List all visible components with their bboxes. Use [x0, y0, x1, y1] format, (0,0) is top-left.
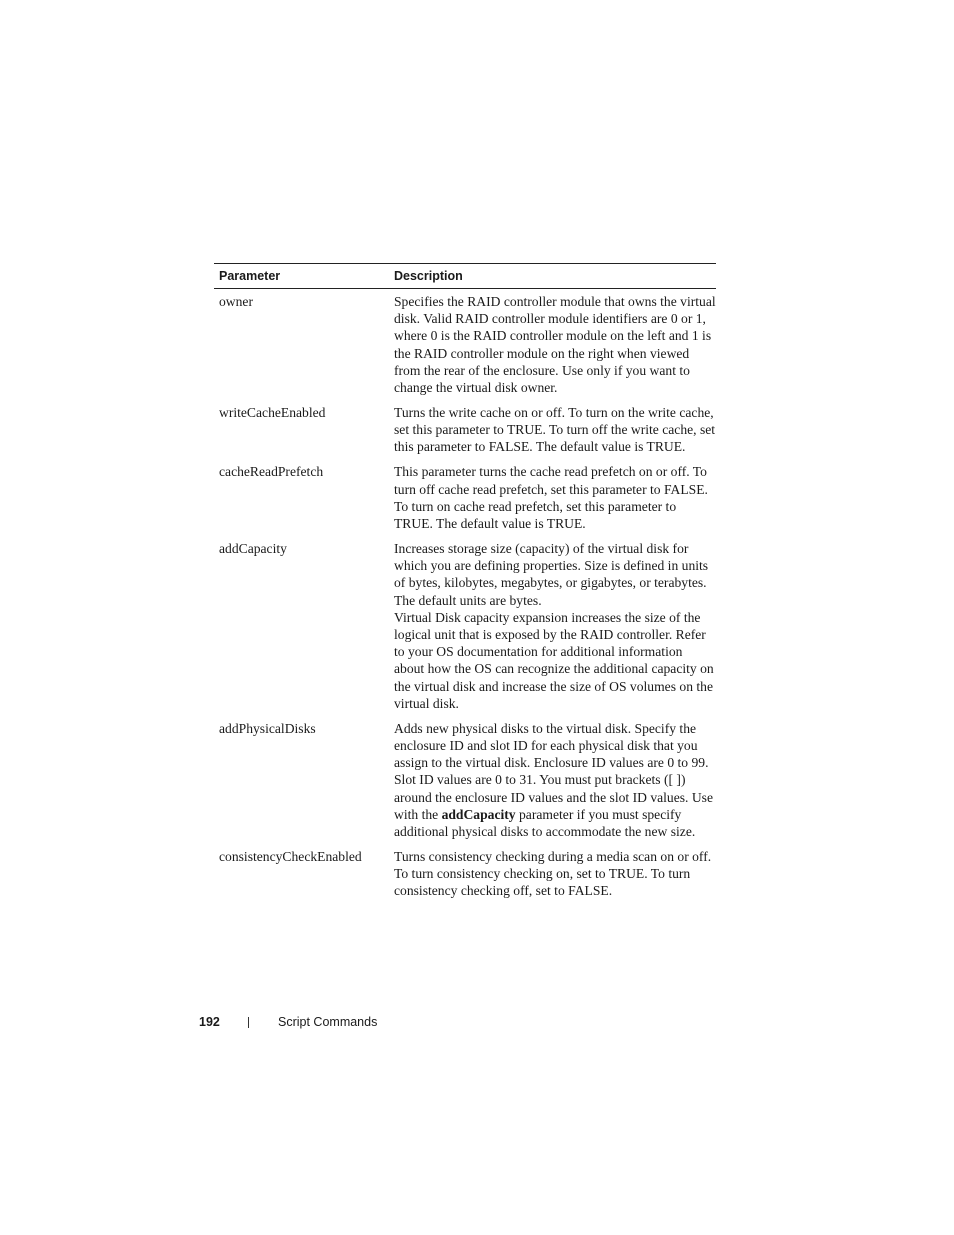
parameter-description — [389, 720, 716, 840]
description-text-before: Adds new physical disks to the virtual disk. Specify the enclosure ID and slot ID for each physical disk that you assign to the virtual disk. Enclosure ID values are 0 to 99. Slot ID values are 0 to 31. You must put brackets ([ ]) around the enclosure ID values and the slot ID values. Use with the — [394, 720, 713, 822]
header-description: Description — [394, 269, 463, 283]
parameter-name: owner — [219, 294, 253, 309]
table-header-row — [214, 263, 716, 289]
description-text: Increases storage size (capacity) of the virtual disk for which you are defining properties. Size is defined in units of bytes, kilobytes, megabytes, or gigabytes, or terabytes. The default units are bytes. — [394, 541, 709, 608]
parameter-name: cacheReadPrefetch — [219, 464, 324, 480]
table-row-cache-read-prefetch — [214, 463, 716, 532]
table-row-consistency-check-enabled — [214, 848, 716, 900]
table-body — [214, 289, 716, 900]
parameter-name: writeCacheEnabled — [219, 405, 326, 421]
parameter-description — [389, 293, 716, 396]
description-text: Turns consistency checking during a media scan on or off. To turn consistency checking on, set to TRUE. To turn consistency checking off, set to FALSE. — [394, 849, 712, 899]
description-text: Specifies the RAID controller module that owns the virtual disk. Valid RAID controller module identifiers are 0 or 1, where 0 is the RAID controller module on the left and 1 is the RAID controller module on the right when viewed from the rear of the enclosure. Use only if you want to change the virtual disk owner. — [394, 294, 716, 396]
parameter-name: addCapacity — [219, 541, 287, 557]
table-row-add-capacity — [214, 540, 716, 712]
parameter-description — [389, 404, 716, 456]
description-text: This parameter turns the cache read prefetch on or off. To turn off cache read prefetch, set this parameter to FALSE. To turn on cache read prefetch, set this parameter to TRUE. The default value is TRUE. — [394, 464, 708, 532]
page-number: 192 — [199, 1015, 220, 1029]
parameter-table — [214, 263, 716, 907]
description-text: Turns the write cache on or off. To turn on the write cache, set this parameter to TRUE. To turn off the write cache, set this parameter to FALSE. The default value is TRUE. — [394, 405, 716, 455]
description-text — [394, 720, 716, 840]
table-row-add-physical-disks — [214, 720, 716, 840]
header-parameter: Parameter — [219, 269, 281, 283]
section-title: Script Commands — [278, 1015, 378, 1029]
parameter-name: addPhysicalDisks — [219, 720, 316, 736]
table-row-owner — [214, 293, 716, 396]
description-keyword: addCapacity — [441, 806, 516, 822]
page-footer — [199, 1015, 377, 1029]
parameter-description — [389, 463, 716, 532]
description-text-after: parameter if you must specify additional physical disks to accommodate the new size. — [394, 806, 696, 840]
parameter-name: consistencyCheckEnabled — [219, 849, 362, 865]
footer-divider — [248, 1017, 249, 1028]
parameter-description — [389, 848, 716, 900]
table-row-write-cache-enabled — [214, 404, 716, 456]
parameter-description — [389, 540, 716, 712]
description-text-continued: Virtual Disk capacity expansion increases the size of the logical unit that is exposed by the RAID controller. Refer to your OS documentation for additional information about how the OS can recognize the additional capacity on the virtual disk and increase the size of OS volumes on the virtual disk. — [394, 609, 714, 711]
